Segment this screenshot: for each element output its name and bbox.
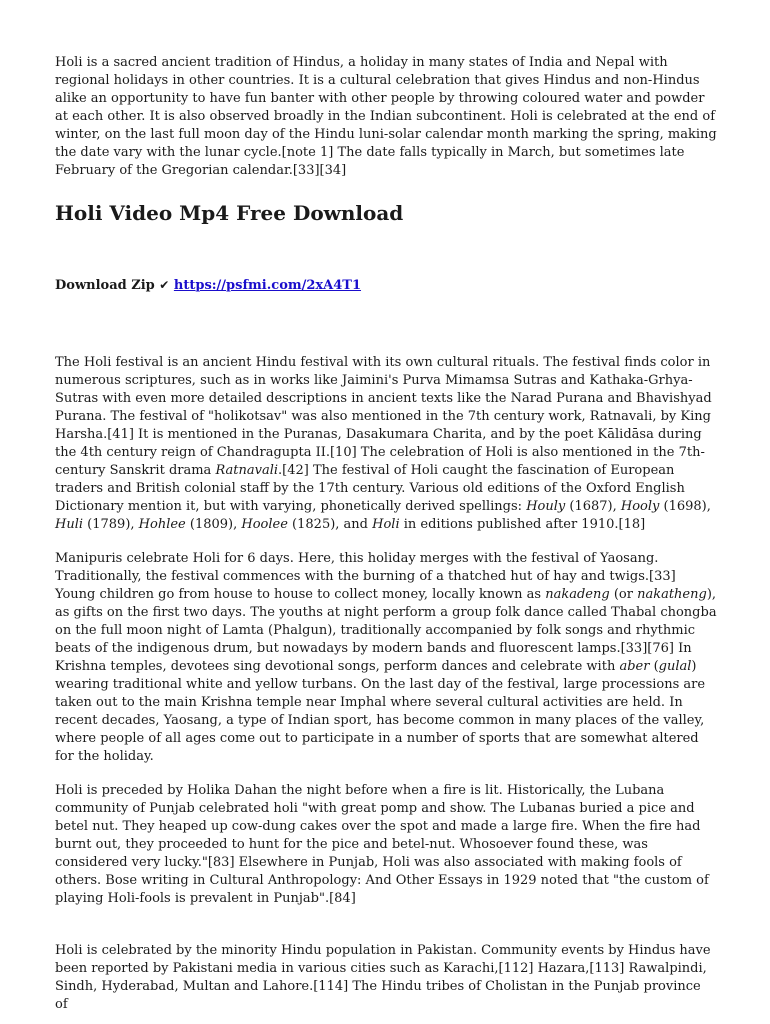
italic-term: nakatheng	[637, 587, 707, 602]
text-run: Manipuris celebrate Holi for 6 days. Here, this holiday merges with the festival of Yaosang. Traditionally, the festival commences with the burning of a thatched hut of hay and twigs.[33] Young children go from house to house to collect money, locally known as	[55, 551, 676, 602]
italic-term: Hoolee	[241, 517, 288, 532]
italic-term: gulal	[658, 659, 692, 674]
text-run: The Holi festival is an ancient Hindu festival with its own cultural rituals. The festival finds color in numerous scriptures, such as in works like Jaimini's Purva Mimamsa Sutras and Kathaka-Grhya-Sutras with even more detailed descriptions in ancient texts like the Narad Purana and Bhavishyad Purana. The festival of "holikotsav" was also mentioned in the 7th century work, Ratnavali, by King Harsha.[41] It is mentioned in the Puranas, Dasakumara Charita, and by the poet Kālidāsa during the 4th century reign of Chandragupta II.[10] The celebration of Holi is also mentioned in the 7th-century Sanskrit drama	[55, 355, 712, 478]
text-run: ) wearing traditional white and yellow turbans. On the last day of the festival, large processions are taken out to the main Krishna temple near Imphal where several cultural activities are held. In recent decades, Yaosang, a type of Indian sport, has become common in many places of the valley, where people of all ages come out to participate in a number of sports that are somewhat altered for the holiday.	[55, 659, 706, 764]
text-run: (1687),	[565, 499, 621, 514]
text-run: (1789),	[83, 517, 139, 532]
italic-term: Huli	[55, 517, 84, 532]
page-title: Holi Video Mp4 Free Download	[55, 201, 404, 225]
download-line	[55, 276, 717, 295]
manipur-paragraph	[55, 550, 717, 766]
checkmark-icon: ✔	[159, 278, 170, 292]
text-run: in editions published after 1910.[18]	[399, 517, 646, 532]
italic-term: aber	[619, 659, 650, 674]
text-run: (	[649, 659, 659, 674]
text-run: (or	[609, 587, 638, 602]
intro-paragraph: Holi is a sacred ancient tradition of Hindus, a holiday in many states of India and Nepal with regional holidays in other countries. It is a cultural celebration that gives Hindus and non-Hindus alike an opportunity to have fun banter with other people by throwing coloured water and powder at each other. It is also observed broadly in the Indian subcontinent. Holi is celebrated at the end of winter, on the last full moon day of the Hindu luni-solar calendar month marking the spring, making the date vary with the lunar cycle.[note 1] The date falls typically in March, but sometimes late February of the Gregorian calendar.[33][34]	[55, 55, 717, 178]
download-label: Download Zip	[55, 278, 155, 293]
text-run: (1825), and	[287, 517, 373, 532]
italic-term: Hohlee	[138, 517, 186, 532]
italic-term: nakadeng	[545, 587, 610, 602]
italic-term: Houly	[526, 499, 566, 514]
text-run: ), as gifts on the first two days. The youths at night perform a group folk dance called Thabal chongba on the full moon night of Lamta (Phalgun), traditionally accompanied by folk songs and rhythmic beats of the indigenous drum, but nowadays by modern bands and fluorescent lamps.[33][76] In Krishna temples, devotees sing devotional songs, perform dances and celebrate with	[55, 587, 717, 674]
punjab-paragraph: Holi is preceded by Holika Dahan the night before when a fire is lit. Historically, the Lubana community of Punjab celebrated holi "with great pomp and show. The Lubanas buried a pice and betel nut. They heaped up cow-dung cakes over the spot and made a large fire. When the fire had burnt out, they proceeded to hunt for the pice and betel-nut. Whosoever found these, was considered very lucky."[83] Elsewhere in Punjab, Holi was also associated with making fools of others. Bose writing in Cultural Anthropology: And Other Essays in 1929 noted that "the custom of playing Holi-fools is prevalent in Punjab".[84]	[55, 783, 709, 906]
text-run: (1809),	[185, 517, 242, 532]
italic-term: Holi	[372, 517, 400, 532]
text-run: .[42] The festival of Holi caught the fascination of European traders and British colonial staff by the 17th century. Various old editions of the Oxford English Dictionary mention it, but with varying, phonetically derived spellings:	[55, 463, 685, 514]
italic-term: Hooly	[620, 499, 660, 514]
history-paragraph	[55, 354, 717, 534]
text-run: (1698),	[659, 499, 711, 514]
italic-term: Ratnavali	[215, 463, 279, 478]
document-page	[55, 54, 717, 1014]
pakistan-paragraph: Holi is celebrated by the minority Hindu population in Pakistan. Community events by Hindus have been reported by Pakistani media in various cities such as Karachi,[112] Hazara,[113] Rawalpindi, Sindh, Hyderabad, Multan and Lahore.[114] The Hindu tribes of Cholistan in the Punjab province of	[55, 943, 711, 1012]
download-link[interactable]: https://psfmi.com/2xA4T1	[173, 278, 362, 293]
